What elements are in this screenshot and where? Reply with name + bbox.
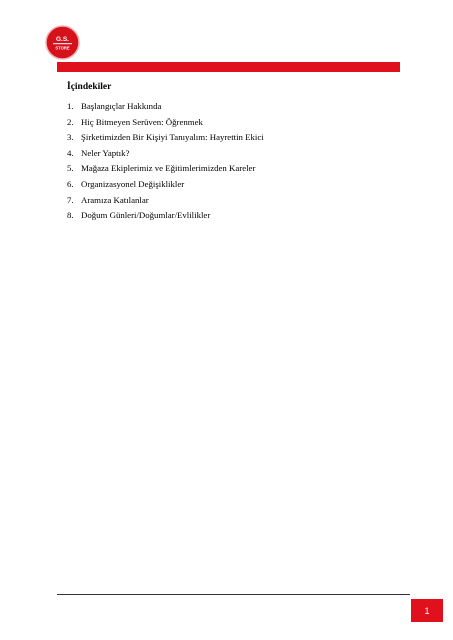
toc-title: İçindekiler (67, 82, 112, 92)
toc-item-number: 8. (67, 210, 74, 221)
page-number: 1 (424, 605, 430, 616)
toc-item-number: 5. (67, 163, 74, 174)
toc-item-label: Aramıza Katılanlar (81, 194, 149, 205)
toc-item (67, 146, 264, 162)
logo-text-bottom: STORE (55, 45, 70, 51)
toc-item-label: Hiç Bitmeyen Serüven: Öğrenmek (81, 116, 203, 127)
toc-item-label: Mağaza Ekiplerimiz ve Eğitimlerimizden Kareler (81, 163, 256, 174)
toc-item (67, 99, 264, 115)
toc-item-label: Başlangıçlar Hakkında (81, 101, 162, 111)
toc-item (67, 208, 264, 224)
toc-item (67, 130, 264, 146)
toc-list (67, 99, 264, 224)
toc-item (67, 115, 264, 131)
toc-item-number: 2. (67, 116, 74, 127)
toc-item-number: 7. (67, 194, 74, 205)
page-number-badge (411, 599, 443, 622)
company-logo (45, 25, 80, 60)
header-red-band (57, 62, 400, 72)
toc-item-label: Neler Yaptık? (81, 147, 130, 158)
toc-item-number: 1. (67, 101, 74, 111)
toc-item-number: 3. (67, 132, 74, 143)
footer-divider (57, 594, 410, 595)
toc-item-number: 4. (67, 147, 74, 158)
toc-item-number: 6. (67, 178, 74, 189)
logo-text-top: G.S. (55, 36, 70, 43)
toc-item (67, 161, 264, 177)
toc-item (67, 193, 264, 209)
toc-item-label: Doğum Günleri/Doğumlar/Evlilikler (81, 210, 211, 221)
toc-item-label: Organizasyonel Değişiklikler (81, 178, 185, 189)
toc-item (67, 177, 264, 193)
toc-item-label: Şirketimizden Bir Kişiyi Tanıyalım: Hayrettin Ekici (81, 132, 264, 143)
